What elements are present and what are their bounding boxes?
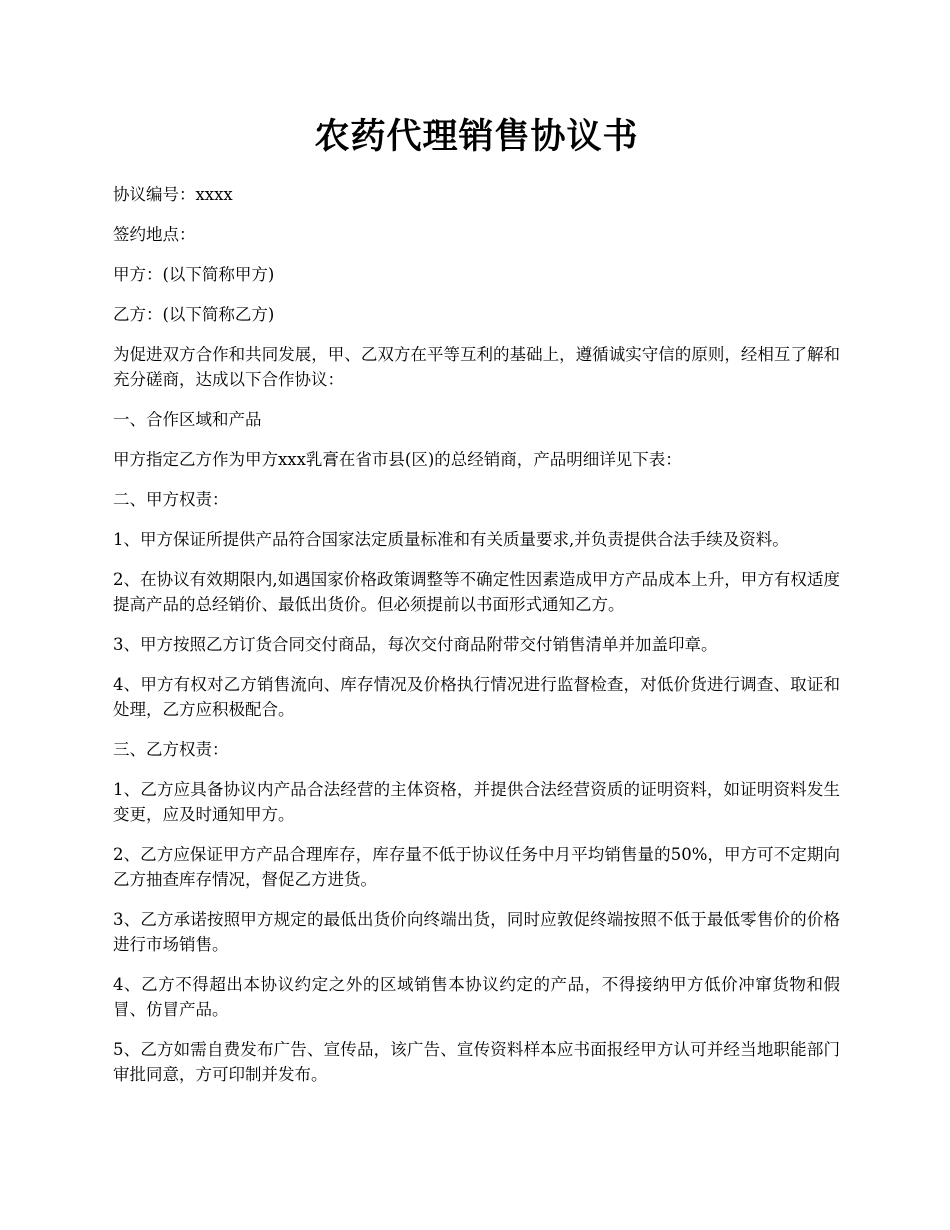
clause: 4、甲方有权对乙方销售流向、库存情况及价格执行情况进行监督检查，对低价货进行调查、取证和处理，乙方应积极配合。 xyxy=(113,675,840,719)
agreement-number: 协议编号：xxxx xyxy=(113,185,233,204)
document-body xyxy=(113,182,840,1087)
signing-location: 签约地点： xyxy=(113,225,196,244)
party-a: 甲方：(以下简称甲方) xyxy=(113,265,275,284)
clause: 5、乙方如需自费发布广告、宣传品，该广告、宣传资料样本应书面报经甲方认可并经当地职能部门审批同意，方可印制并发布。 xyxy=(113,1040,840,1084)
document-title: 农药代理销售协议书 xyxy=(314,116,639,157)
clause: 4、乙方不得超出本协议约定之外的区域销售本协议约定的产品，不得接纳甲方低价冲窜货物和假冒、仿冒产品。 xyxy=(113,975,840,1019)
section-heading: 二、甲方权责： xyxy=(113,490,229,509)
section-heading: 一、合作区域和产品 xyxy=(113,410,262,429)
party-b: 乙方：(以下简称乙方) xyxy=(113,305,275,324)
clause: 1、乙方应具备协议内产品合法经营的主体资格，并提供合法经营资质的证明资料，如证明资料发生变更，应及时通知甲方。 xyxy=(113,780,840,824)
clause: 1、甲方保证所提供产品符合国家法定质量标准和有关质量要求,并负责提供合法手续及资料。 xyxy=(113,530,789,549)
clause: 2、在协议有效期限内,如遇国家价格政策调整等不确定性因素造成甲方产品成本上升，甲方有权适度提高产品的总经销价、最低出货价。但必须提前以书面形式通知乙方。 xyxy=(113,570,840,614)
section-heading: 三、乙方权责： xyxy=(113,740,229,759)
clause: 3、乙方承诺按照甲方规定的最低出货价向终端出货，同时应敦促终端按照不低于最低零售价的价格进行市场销售。 xyxy=(113,910,840,954)
clause: 3、甲方按照乙方订货合同交付商品，每次交付商品附带交付销售清单并加盖印章。 xyxy=(113,635,718,654)
document-page xyxy=(113,0,840,1102)
clause: 2、乙方应保证甲方产品合理库存，库存量不低于协议任务中月平均销售量的50%，甲方可不定期向乙方抽查库存情况，督促乙方进货。 xyxy=(113,845,840,889)
paragraph: 甲方指定乙方作为甲方xxx乳膏在省市县(区)的总经销商，产品明细详见下表： xyxy=(113,450,682,469)
preamble: 为促进双方合作和共同发展，甲、乙双方在平等互利的基础上，遵循诚实守信的原则，经相互了解和充分磋商，达成以下合作协议： xyxy=(113,345,840,389)
